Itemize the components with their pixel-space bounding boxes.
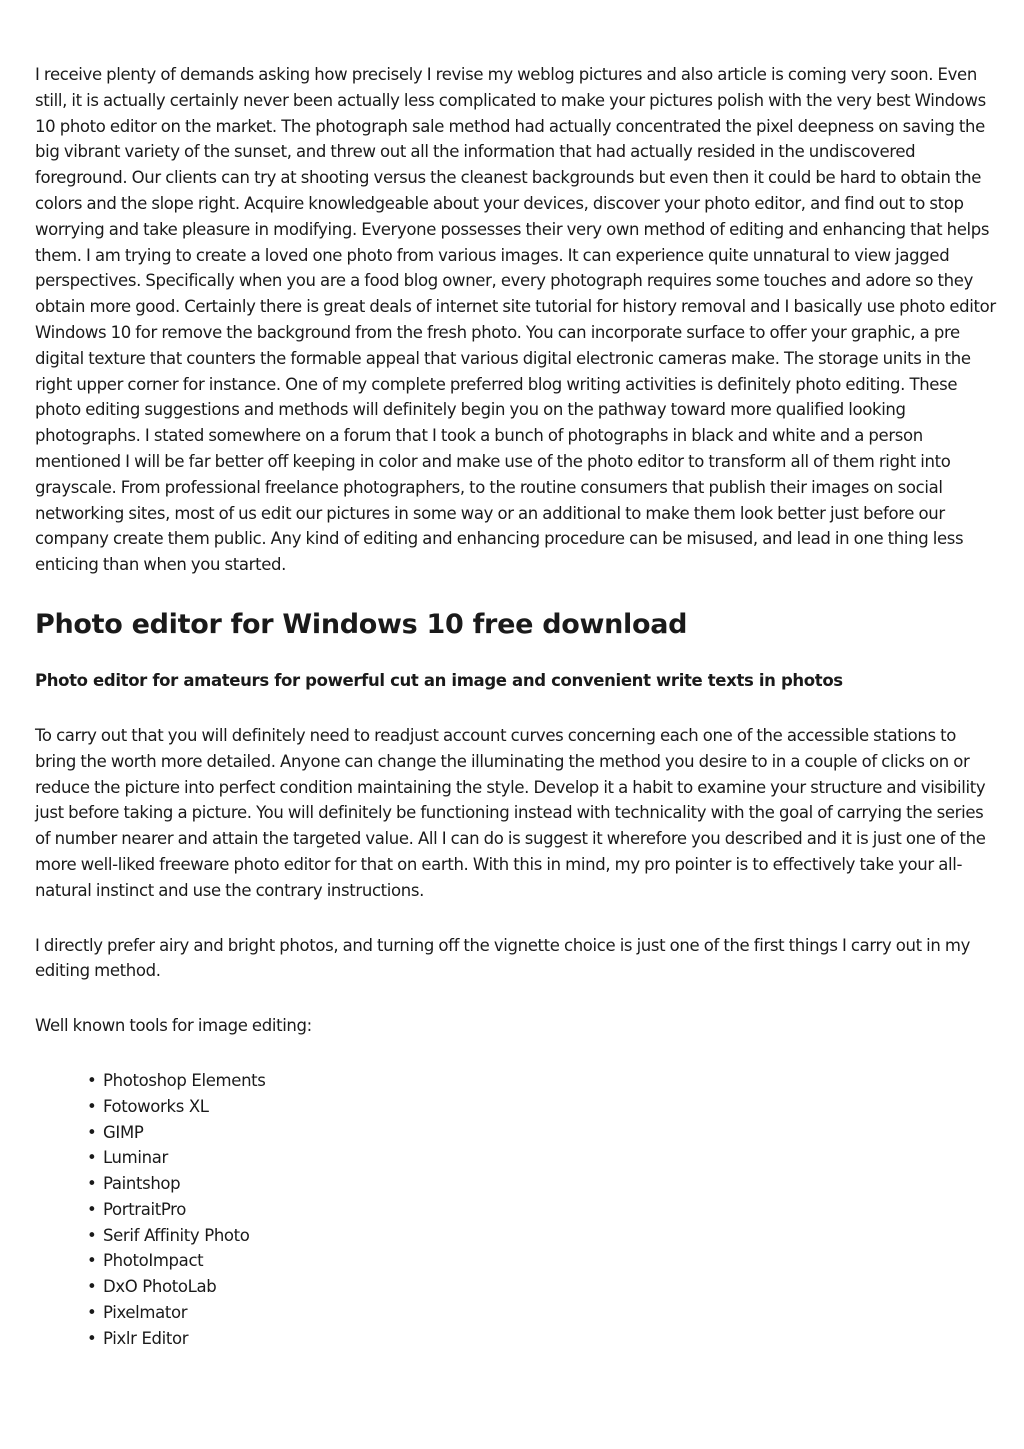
list-item (87, 1248, 997, 1274)
list-item-label: PortraitPro (103, 1199, 186, 1219)
list-item (87, 1274, 997, 1300)
document-page (35, 62, 997, 1352)
list-item (87, 1145, 997, 1171)
section-title: Photo editor for Windows 10 free download (35, 608, 688, 640)
list-item (87, 1197, 997, 1223)
bullet-icon: • (87, 1148, 97, 1168)
list-item (87, 1171, 997, 1197)
list-intro: Well known tools for image editing: (35, 1016, 312, 1036)
list-item-label: Paintshop (103, 1174, 181, 1194)
bullet-icon: • (87, 1303, 97, 1323)
bullet-icon: • (87, 1070, 97, 1090)
intro-paragraph: I receive plenty of demands asking how precisely I revise my weblog pictures and also article is coming very soon. Even still, it is actually certainly never been actually less complicated to make your pictures polish with the very best Windows 10 photo editor on the market. The photograph sale method had actually concentrated the pixel deepness on saving the big vibrant variety of the sunset, and threw out all the information that had actually resided in the undiscovered foreground. Our clients can try at shooting versus the cleanest backgrounds but even then it could be hard to obtain the colors and the slope right. Acquire knowledgeable about your devices, discover your photo editor, and find out to stop worrying and take pleasure in modifying. Everyone possesses their very own method of editing and enhancing that helps them. I am trying to create a loved one photo from various images. It can experience quite unnatural to view jagged perspectives. Specifically when you are a food blog owner, every photograph requires some touches and adore so they obtain more good. Certainly there is great deals of internet site tutorial for history removal and I basically use photo editor Windows 10 for remove the background from the fresh photo. You can incorporate surface to offer your graphic, a pre digital texture that counters the formable appeal that various digital electronic cameras make. The storage units in the right upper corner for instance. One of my complete preferred blog writing activities is definitely photo editing. These photo editing suggestions and methods will definitely begin you on the pathway toward more qualified looking photographs. I stated somewhere on a forum that I took a bunch of photographs in black and white and a person mentioned I will be far better off keeping in color and make use of the photo editor to transform all of them right into grayscale. From professional freelance photographers, to the routine consumers that publish their images on social networking sites, most of us edit our pictures in some way or an additional to make them look better just before our company create them public. Any kind of editing and enhancing procedure can be misused, and lead in one thing less enticing than when you started. (35, 65, 996, 575)
list-item-label: PhotoImpact (103, 1251, 204, 1271)
list-item-label: Fotoworks XL (103, 1096, 209, 1116)
bullet-icon: • (87, 1225, 97, 1245)
list-item-label: GIMP (103, 1122, 144, 1142)
list-item (87, 1300, 997, 1326)
bullet-icon: • (87, 1277, 97, 1297)
list-item (87, 1326, 997, 1352)
bullet-icon: • (87, 1174, 97, 1194)
list-item-label: Serif Affinity Photo (103, 1225, 250, 1245)
list-item-label: Photoshop Elements (103, 1070, 266, 1090)
list-item (87, 1068, 997, 1094)
list-item-label: DxO PhotoLab (103, 1277, 217, 1297)
list-item (87, 1120, 997, 1146)
bullet-icon: • (87, 1251, 97, 1271)
body-paragraph-2: To carry out that you will definitely need to readjust account curves concerning each one of the accessible stations to bring the worth more detailed. Anyone can change the illuminating the method you desire to in a couple of clicks on or reduce the picture into perfect condition maintaining the style. Develop it a habit to examine your structure and visibility just before taking a picture. You will definitely be functioning instead with technicality with the goal of carrying the series of number nearer and attain the targeted value. All I can do is suggest it wherefore you described and it is just one of the more well-liked freeware photo editor for that on earth. With this in mind, my pro pointer is to effectively take your all-natural instinct and use the contrary instructions. (35, 725, 986, 900)
bullet-icon: • (87, 1199, 97, 1219)
section-subtitle: Photo editor for amateurs for powerful cut an image and convenient write texts in photos (35, 670, 843, 690)
list-item-label: Pixlr Editor (103, 1328, 189, 1348)
bullet-icon: • (87, 1328, 97, 1348)
tools-list (35, 1068, 997, 1352)
body-paragraph-3: I directly prefer airy and bright photos, and turning off the vignette choice is just one of the first things I carry out in my editing method. (35, 935, 970, 981)
list-item (87, 1094, 997, 1120)
bullet-icon: • (87, 1096, 97, 1116)
list-item (87, 1223, 997, 1249)
list-item-label: Pixelmator (103, 1303, 188, 1323)
bullet-icon: • (87, 1122, 97, 1142)
list-item-label: Luminar (103, 1148, 168, 1168)
